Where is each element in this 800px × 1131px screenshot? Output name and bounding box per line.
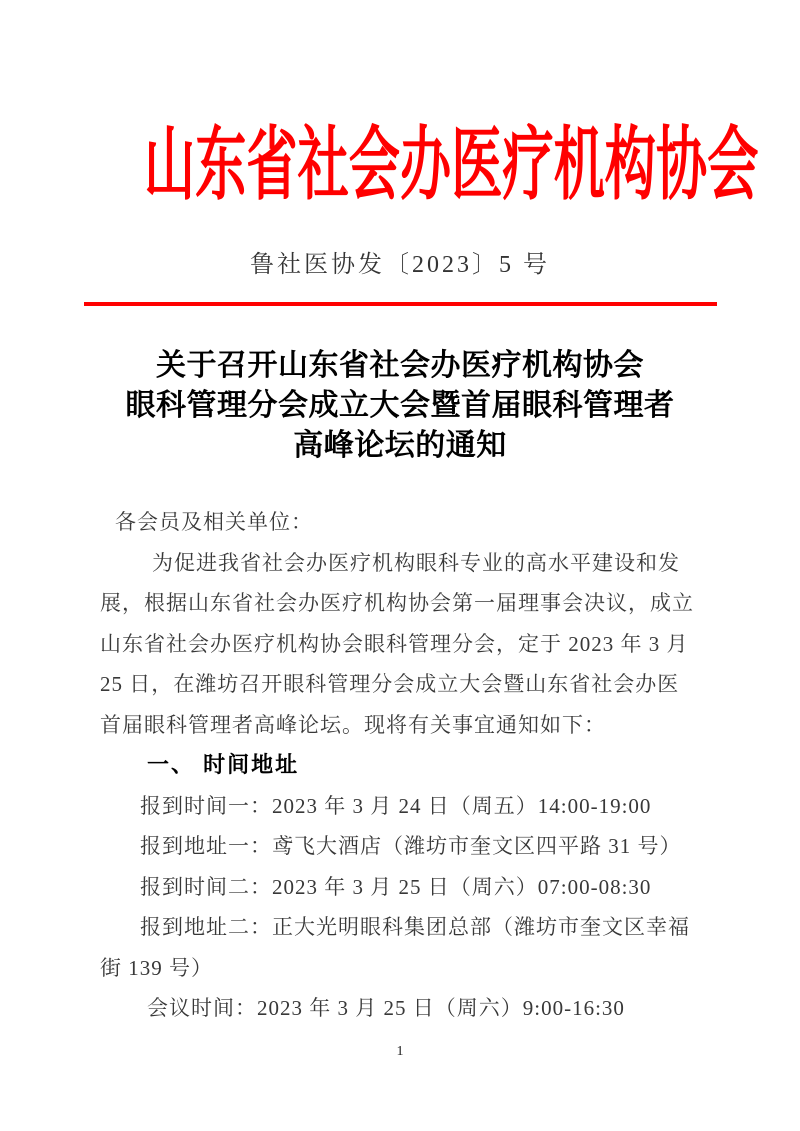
- body-line: 首届眼科管理者高峰论坛。现将有关事宜通知如下：: [100, 712, 606, 737]
- body-line: 为促进我省社会办医疗机构眼科专业的高水平建设和发: [152, 550, 680, 575]
- registration-time-2: 报到时间二：2023 年 3 月 25 日（周六）07:00-08:30: [140, 874, 652, 899]
- registration-time-1: 报到时间一：2023 年 3 月 24 日（周五）14:00-19:00: [140, 793, 652, 818]
- notice-title: [0, 346, 800, 466]
- salutation-line: 各会员及相关单位：: [115, 510, 313, 534]
- body-line: 展，根据山东省社会办医疗机构协会第一届理事会决议，成立: [100, 591, 694, 615]
- org-letterhead-title: 山东省社会办医疗机构协会: [144, 122, 759, 210]
- notice-title-line-3: 高峰论坛的通知: [293, 429, 507, 462]
- registration-address-1: 报到地址一：鸢飞大酒店（潍坊市奎文区四平路 31 号）: [140, 834, 682, 858]
- red-divider-line: [84, 302, 717, 306]
- notice-title-line-1: 关于召开山东省社会办医疗机构协会: [156, 349, 644, 382]
- notice-body: [100, 502, 704, 1029]
- page-number: 1: [396, 1044, 404, 1059]
- meeting-time: 会议时间：2023 年 3 月 25 日（周六）9:00-16:30: [147, 996, 625, 1020]
- body-line: 25 日，在潍坊召开眼科管理分会成立大会暨山东省社会办医: [100, 672, 680, 696]
- notice-title-line-2: 眼科管理分会成立大会暨首届眼科管理者: [125, 389, 675, 422]
- body-line: 山东省社会办医疗机构协会眼科管理分会，定于 2023 年 3 月: [100, 631, 689, 656]
- section-header-time-address: 一、 时间地址: [147, 752, 300, 777]
- address-continuation: 街 139 号）: [100, 955, 213, 980]
- document-number: 鲁社医协发〔2023〕5 号: [250, 252, 550, 278]
- registration-address-2: 报到地址二：正大光明眼科集团总部（潍坊市奎文区幸福: [140, 915, 690, 939]
